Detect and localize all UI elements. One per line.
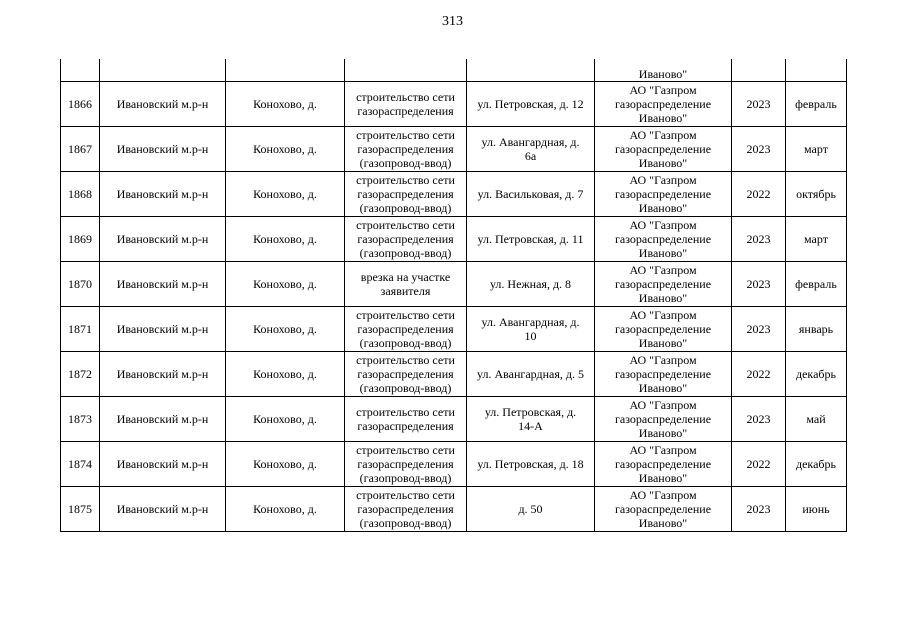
cell-year: 2023 — [732, 486, 786, 531]
cell-organization: АО "Газпром газораспределение Иваново" — [595, 171, 732, 216]
cell-month: февраль — [786, 261, 847, 306]
cell-address: ул. Авангардная, д. 6а — [467, 126, 595, 171]
table-row-continued — [61, 59, 847, 81]
cell-district: Ивановский м.р-н — [100, 261, 226, 306]
cell-month: октябрь — [786, 171, 847, 216]
cell-work-type: строительство сети газораспределения — [345, 396, 467, 441]
cell-settlement: Конохово, д. — [226, 441, 345, 486]
cell-month: июнь — [786, 486, 847, 531]
cell-address: ул. Васильковая, д. 7 — [467, 171, 595, 216]
cell-organization: АО "Газпром газораспределение Иваново" — [595, 486, 732, 531]
cell-year: 2023 — [732, 306, 786, 351]
cell-district — [100, 59, 226, 81]
cell-organization: АО "Газпром газораспределение Иваново" — [595, 81, 732, 126]
cell-address — [467, 59, 595, 81]
cell-number: 1866 — [61, 81, 100, 126]
cell-work-type — [345, 59, 467, 81]
cell-work-type: строительство сети газораспределения (газопровод-ввод) — [345, 486, 467, 531]
cell-year: 2023 — [732, 126, 786, 171]
cell-settlement: Конохово, д. — [226, 486, 345, 531]
cell-number — [61, 59, 100, 81]
cell-settlement: Конохово, д. — [226, 216, 345, 261]
cell-organization: АО "Газпром газораспределение Иваново" — [595, 441, 732, 486]
cell-organization: АО "Газпром газораспределение Иваново" — [595, 216, 732, 261]
cell-number: 1873 — [61, 396, 100, 441]
cell-work-type: строительство сети газораспределения (газопровод-ввод) — [345, 216, 467, 261]
cell-organization: АО "Газпром газораспределение Иваново" — [595, 351, 732, 396]
cell-number: 1874 — [61, 441, 100, 486]
cell-address: ул. Нежная, д. 8 — [467, 261, 595, 306]
cell-number: 1872 — [61, 351, 100, 396]
cell-organization: АО "Газпром газораспределение Иваново" — [595, 396, 732, 441]
cell-work-type: строительство сети газораспределения (газопровод-ввод) — [345, 306, 467, 351]
gasification-registry-table — [60, 59, 847, 532]
cell-work-type: строительство сети газораспределения (газопровод-ввод) — [345, 441, 467, 486]
cell-year: 2022 — [732, 351, 786, 396]
cell-address: ул. Петровская, д. 14-А — [467, 396, 595, 441]
cell-year: 2023 — [732, 396, 786, 441]
table-row — [61, 351, 847, 396]
cell-district: Ивановский м.р-н — [100, 486, 226, 531]
table-row — [61, 396, 847, 441]
cell-month — [786, 59, 847, 81]
cell-settlement: Конохово, д. — [226, 396, 345, 441]
cell-work-type: строительство сети газораспределения — [345, 81, 467, 126]
cell-district: Ивановский м.р-н — [100, 351, 226, 396]
cell-organization: АО "Газпром газораспределение Иваново" — [595, 126, 732, 171]
table-row — [61, 306, 847, 351]
cell-month: декабрь — [786, 441, 847, 486]
cell-settlement — [226, 59, 345, 81]
cell-year: 2023 — [732, 261, 786, 306]
cell-work-type: врезка на участке заявителя — [345, 261, 467, 306]
cell-number: 1870 — [61, 261, 100, 306]
cell-number: 1871 — [61, 306, 100, 351]
cell-settlement: Конохово, д. — [226, 126, 345, 171]
table-row — [61, 441, 847, 486]
cell-number: 1875 — [61, 486, 100, 531]
table-row — [61, 126, 847, 171]
cell-organization: АО "Газпром газораспределение Иваново" — [595, 261, 732, 306]
cell-year: 2022 — [732, 171, 786, 216]
cell-address: ул. Петровская, д. 18 — [467, 441, 595, 486]
table-body — [61, 59, 847, 531]
cell-year: 2022 — [732, 441, 786, 486]
cell-district: Ивановский м.р-н — [100, 441, 226, 486]
cell-district: Ивановский м.р-н — [100, 396, 226, 441]
cell-number: 1869 — [61, 216, 100, 261]
table-row — [61, 171, 847, 216]
cell-work-type: строительство сети газораспределения (газопровод-ввод) — [345, 171, 467, 216]
cell-district: Ивановский м.р-н — [100, 171, 226, 216]
cell-settlement: Конохово, д. — [226, 81, 345, 126]
cell-organization: Иваново" — [595, 59, 732, 81]
cell-month: май — [786, 396, 847, 441]
cell-month: март — [786, 216, 847, 261]
page-number: 313 — [442, 14, 463, 29]
cell-month: декабрь — [786, 351, 847, 396]
table-row — [61, 216, 847, 261]
cell-settlement: Конохово, д. — [226, 306, 345, 351]
table-row — [61, 81, 847, 126]
cell-settlement: Конохово, д. — [226, 351, 345, 396]
table-row — [61, 261, 847, 306]
cell-year — [732, 59, 786, 81]
cell-address: ул. Авангардная, д. 5 — [467, 351, 595, 396]
cell-address: ул. Петровская, д. 12 — [467, 81, 595, 126]
cell-district: Ивановский м.р-н — [100, 306, 226, 351]
cell-month: февраль — [786, 81, 847, 126]
cell-number: 1867 — [61, 126, 100, 171]
cell-year: 2023 — [732, 81, 786, 126]
cell-address: д. 50 — [467, 486, 595, 531]
cell-settlement: Конохово, д. — [226, 261, 345, 306]
cell-work-type: строительство сети газораспределения (газопровод-ввод) — [345, 126, 467, 171]
cell-month: март — [786, 126, 847, 171]
table-row — [61, 486, 847, 531]
cell-address: ул. Петровская, д. 11 — [467, 216, 595, 261]
cell-year: 2023 — [732, 216, 786, 261]
cell-month: январь — [786, 306, 847, 351]
cell-district: Ивановский м.р-н — [100, 81, 226, 126]
cell-district: Ивановский м.р-н — [100, 216, 226, 261]
cell-address: ул. Авангардная, д. 10 — [467, 306, 595, 351]
cell-settlement: Конохово, д. — [226, 171, 345, 216]
cell-district: Ивановский м.р-н — [100, 126, 226, 171]
cell-work-type: строительство сети газораспределения (газопровод-ввод) — [345, 351, 467, 396]
cell-number: 1868 — [61, 171, 100, 216]
cell-organization: АО "Газпром газораспределение Иваново" — [595, 306, 732, 351]
